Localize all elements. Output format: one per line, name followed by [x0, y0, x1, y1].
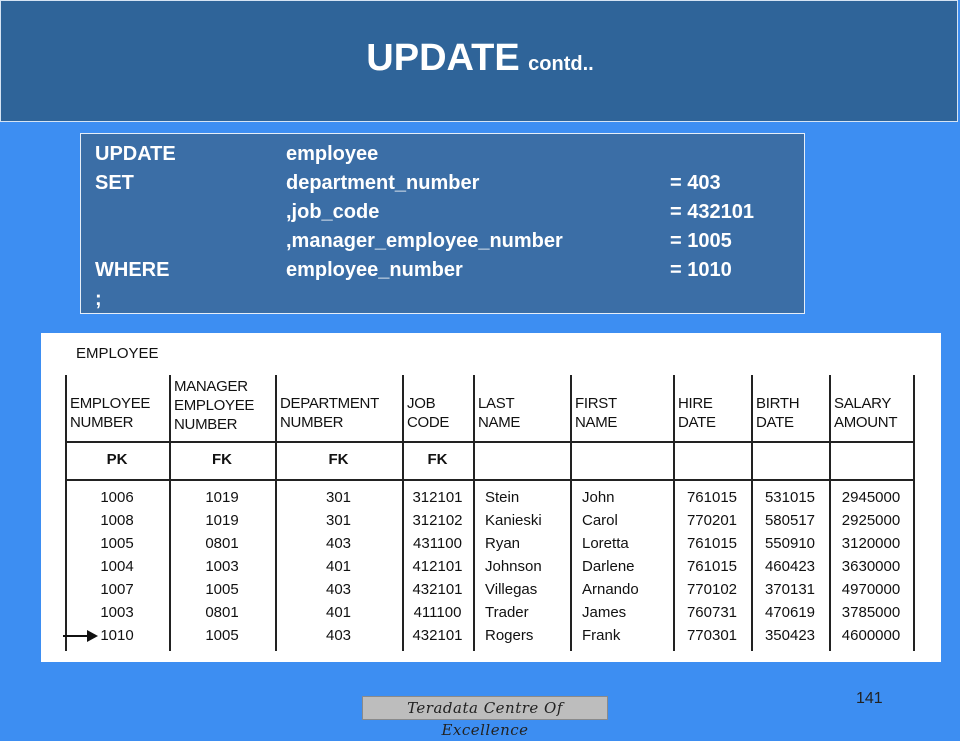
table-cell: Kanieski: [485, 512, 542, 529]
table-cell: 403: [325, 627, 352, 644]
column-header: BIRTH DATE: [756, 395, 800, 431]
column-header: SALARY AMOUNT: [834, 395, 898, 431]
sql-target: department_number: [286, 172, 480, 194]
table-cell: James: [582, 604, 627, 621]
slide-title-sub: contd..: [528, 53, 594, 75]
table-cell: 761015: [686, 558, 738, 575]
employee-table-figure: [41, 333, 941, 662]
table-cell: 3120000: [841, 535, 901, 552]
slide-title-main: UPDATE: [366, 37, 520, 79]
table-cell: 1019: [205, 489, 239, 506]
table-cell: 770102: [686, 581, 738, 598]
slide-title: [1, 37, 959, 80]
table-cell: Ryan: [485, 535, 521, 552]
table-cell: 1005: [205, 627, 239, 644]
sql-value: = 432101: [670, 201, 754, 223]
table-cell: 4970000: [841, 581, 901, 598]
table-cell: 1005: [100, 535, 134, 552]
table-column-line: [473, 375, 475, 651]
table-cell: 301: [325, 512, 352, 529]
sql-value: = 1005: [670, 230, 732, 252]
table-cell: Arnando: [582, 581, 639, 598]
table-cell: 460423: [764, 558, 816, 575]
column-header: MANAGER EMPLOYEE NUMBER: [174, 378, 255, 433]
sql-keyword: WHERE: [95, 259, 170, 281]
table-cell: 4600000: [841, 627, 901, 644]
table-row-line: [65, 441, 915, 443]
key-label: FK: [427, 451, 448, 468]
sql-value: = 403: [670, 172, 721, 194]
table-cell: 1006: [100, 489, 134, 506]
table-cell: 550910: [764, 535, 816, 552]
table-cell: Stein: [485, 489, 520, 506]
column-header: FIRST NAME: [575, 395, 618, 431]
table-cell: 432101: [412, 581, 463, 598]
table-cell: 1003: [100, 604, 134, 621]
sql-keyword: ;: [95, 288, 102, 310]
sql-keyword: UPDATE: [95, 143, 176, 165]
sql-target: employee_number: [286, 259, 463, 281]
table-cell: 401: [325, 604, 352, 621]
table-cell: 431100: [413, 535, 462, 552]
table-cell: 403: [325, 581, 352, 598]
table-cell: 761015: [686, 535, 738, 552]
table-cell: 350423: [764, 627, 816, 644]
table-cell: Darlene: [582, 558, 635, 575]
table-cell: 531015: [764, 489, 816, 506]
table-cell: 580517: [764, 512, 816, 529]
footer-badge: Teradata Centre Of Excellence: [362, 696, 608, 720]
column-header: LAST NAME: [478, 395, 521, 431]
table-cell: Villegas: [485, 581, 538, 598]
table-cell: John: [582, 489, 615, 506]
column-header: HIRE DATE: [678, 395, 716, 431]
table-cell: 312101: [412, 489, 463, 506]
table-cell: Rogers: [485, 627, 534, 644]
column-header: EMPLOYEE NUMBER: [70, 395, 151, 431]
table-cell: 2925000: [841, 512, 901, 529]
table-cell: 1008: [100, 512, 134, 529]
table-cell: Carol: [582, 512, 618, 529]
table-cell: 761015: [686, 489, 738, 506]
table-cell: 770201: [686, 512, 738, 529]
key-label: PK: [106, 451, 128, 468]
table-column-line: [570, 375, 572, 651]
table-cell: Frank: [582, 627, 621, 644]
table-cell: 1010: [100, 627, 134, 644]
table-cell: 760731: [686, 604, 738, 621]
table-name: EMPLOYEE: [76, 345, 159, 362]
table-cell: 401: [325, 558, 352, 575]
table-cell: 412101: [412, 558, 463, 575]
table-cell: 0801: [205, 604, 239, 621]
title-bar: [0, 0, 958, 122]
page-number: 141: [856, 690, 883, 707]
sql-target: employee: [286, 143, 379, 165]
table-cell: 411100: [413, 604, 462, 621]
column-header: JOB CODE: [407, 395, 450, 431]
table-cell: 1019: [205, 512, 239, 529]
table-cell: 1003: [205, 558, 239, 575]
table-cell: 1005: [205, 581, 239, 598]
table-cell: 3785000: [841, 604, 901, 621]
sql-target: ,manager_employee_number: [286, 230, 563, 252]
table-cell: 370131: [764, 581, 816, 598]
table-cell: 403: [325, 535, 352, 552]
sql-code-box: [80, 133, 805, 314]
sql-keyword: SET: [95, 172, 134, 194]
table-cell: 432101: [412, 627, 463, 644]
sql-value: = 1010: [670, 259, 732, 281]
table-cell: Loretta: [582, 535, 629, 552]
sql-target: ,job_code: [286, 201, 380, 223]
table-cell: 470619: [764, 604, 816, 621]
table-cell: 0801: [205, 535, 239, 552]
table-row-line: [65, 479, 915, 481]
table-cell: 301: [325, 489, 352, 506]
key-label: FK: [212, 451, 232, 468]
row-arrow-icon: [63, 629, 99, 643]
table-cell: 770301: [686, 627, 738, 644]
key-label: FK: [328, 451, 349, 468]
table-column-line: [913, 375, 915, 651]
table-cell: Johnson: [485, 558, 542, 575]
table-cell: Trader: [485, 604, 529, 621]
column-header: DEPARTMENT NUMBER: [280, 395, 379, 431]
table-cell: 312102: [412, 512, 463, 529]
table-cell: 1007: [100, 581, 134, 598]
table-cell: 3630000: [841, 558, 901, 575]
table-cell: 2945000: [841, 489, 901, 506]
table-cell: 1004: [100, 558, 134, 575]
employee-table: [65, 375, 915, 651]
